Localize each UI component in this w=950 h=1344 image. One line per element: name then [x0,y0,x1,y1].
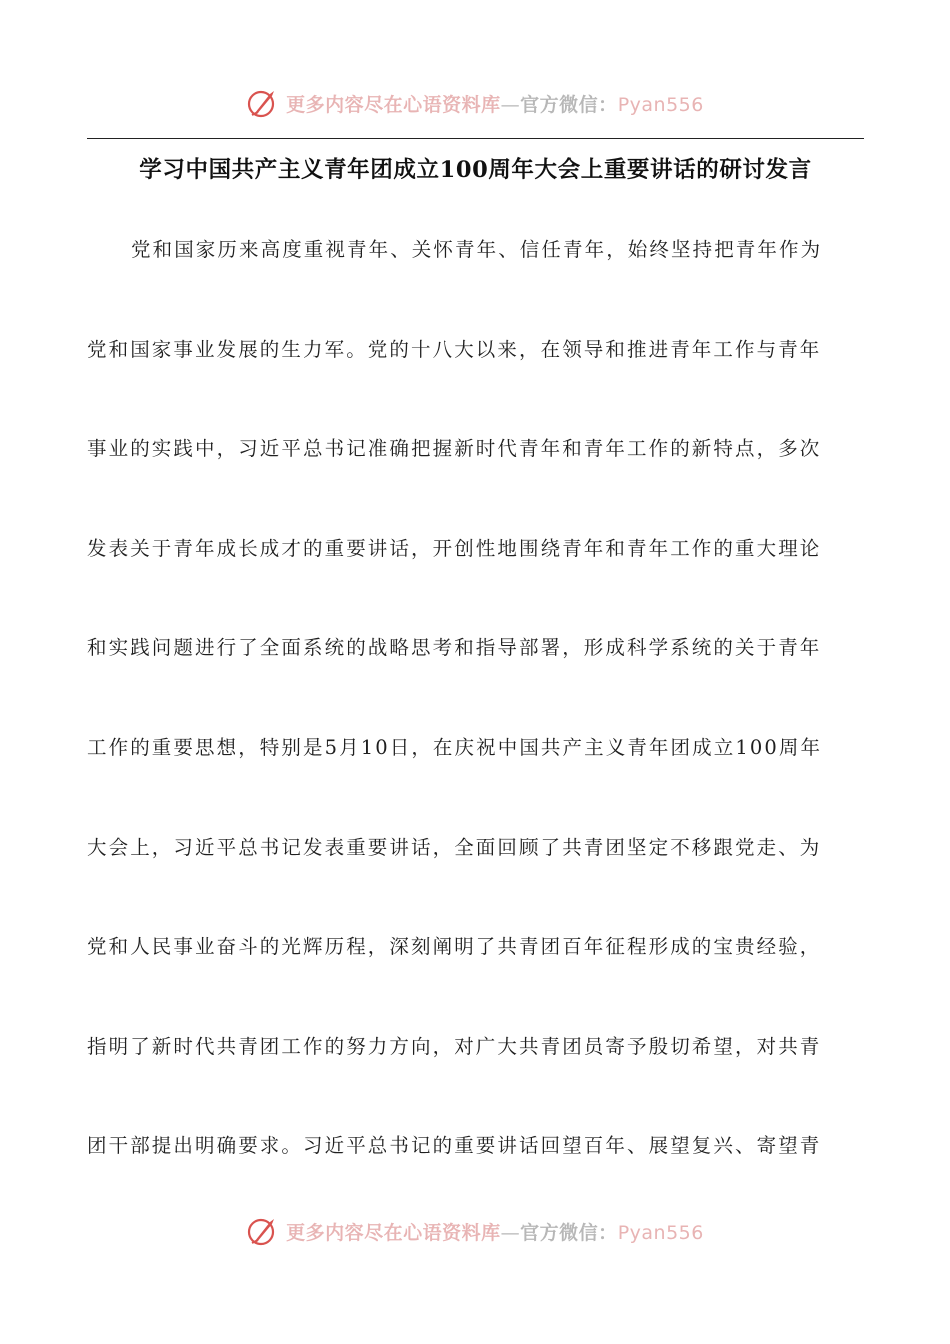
banner-wechat-id: Pyan556 [617,1221,704,1244]
banner-wechat-id: Pyan556 [617,93,704,116]
header-divider [87,138,864,139]
banner-main-text: 更多内容尽在心语资料库 [286,1221,501,1244]
body-line: 党和人民事业奋斗的光辉历程，深刻阐明了共青团百年征程形成的宝贵经验， [87,935,822,959]
header-banner [0,83,950,123]
document-title: 学习中国共产主义青年团成立100周年大会上重要讲话的研讨发言 [139,157,812,183]
banner-wechat-label: 官方微信： [520,1221,618,1244]
body-line: 团干部提出明确要求。习近平总书记的重要讲话回望百年、展望复兴、寄望青 [87,1134,822,1158]
body-line: 和实践问题进行了全面系统的战略思考和指导部署，形成科学系统的关于青年 [87,636,822,660]
body-line: 发表关于青年成长成才的重要讲话，开创性地围绕青年和青年工作的重大理论 [87,536,822,560]
quill-pen-logo-icon [246,1214,280,1248]
banner-wechat-label: 官方微信： [520,93,618,116]
footer-banner [0,1211,950,1251]
quill-pen-logo-icon [246,86,280,120]
body-line: 大会上，习近平总书记发表重要讲话，全面回顾了共青团坚定不移跟党走、为 [87,835,822,859]
banner-dash: — [500,93,521,116]
header-banner-text [286,90,704,117]
body-line: 党和国家历来高度重视青年、关怀青年、信任青年，始终坚持把青年作为 [131,238,823,261]
banner-main-text: 更多内容尽在心语资料库 [286,93,501,116]
body-line: 工作的重要思想，特别是5月10日，在庆祝中国共产主义青年团成立100周年 [87,735,823,759]
document-body [87,230,849,1226]
footer-banner-text [286,1218,704,1245]
body-line: 事业的实践中，习近平总书记准确把握新时代青年和青年工作的新特点，多次 [87,437,822,461]
body-line: 指明了新时代共青团工作的努力方向，对广大共青团员寄予殷切希望，对共青 [87,1034,822,1058]
body-line: 党和国家事业发展的生力军。党的十八大以来，在领导和推进青年工作与青年 [87,337,822,361]
banner-dash: — [500,1221,521,1244]
